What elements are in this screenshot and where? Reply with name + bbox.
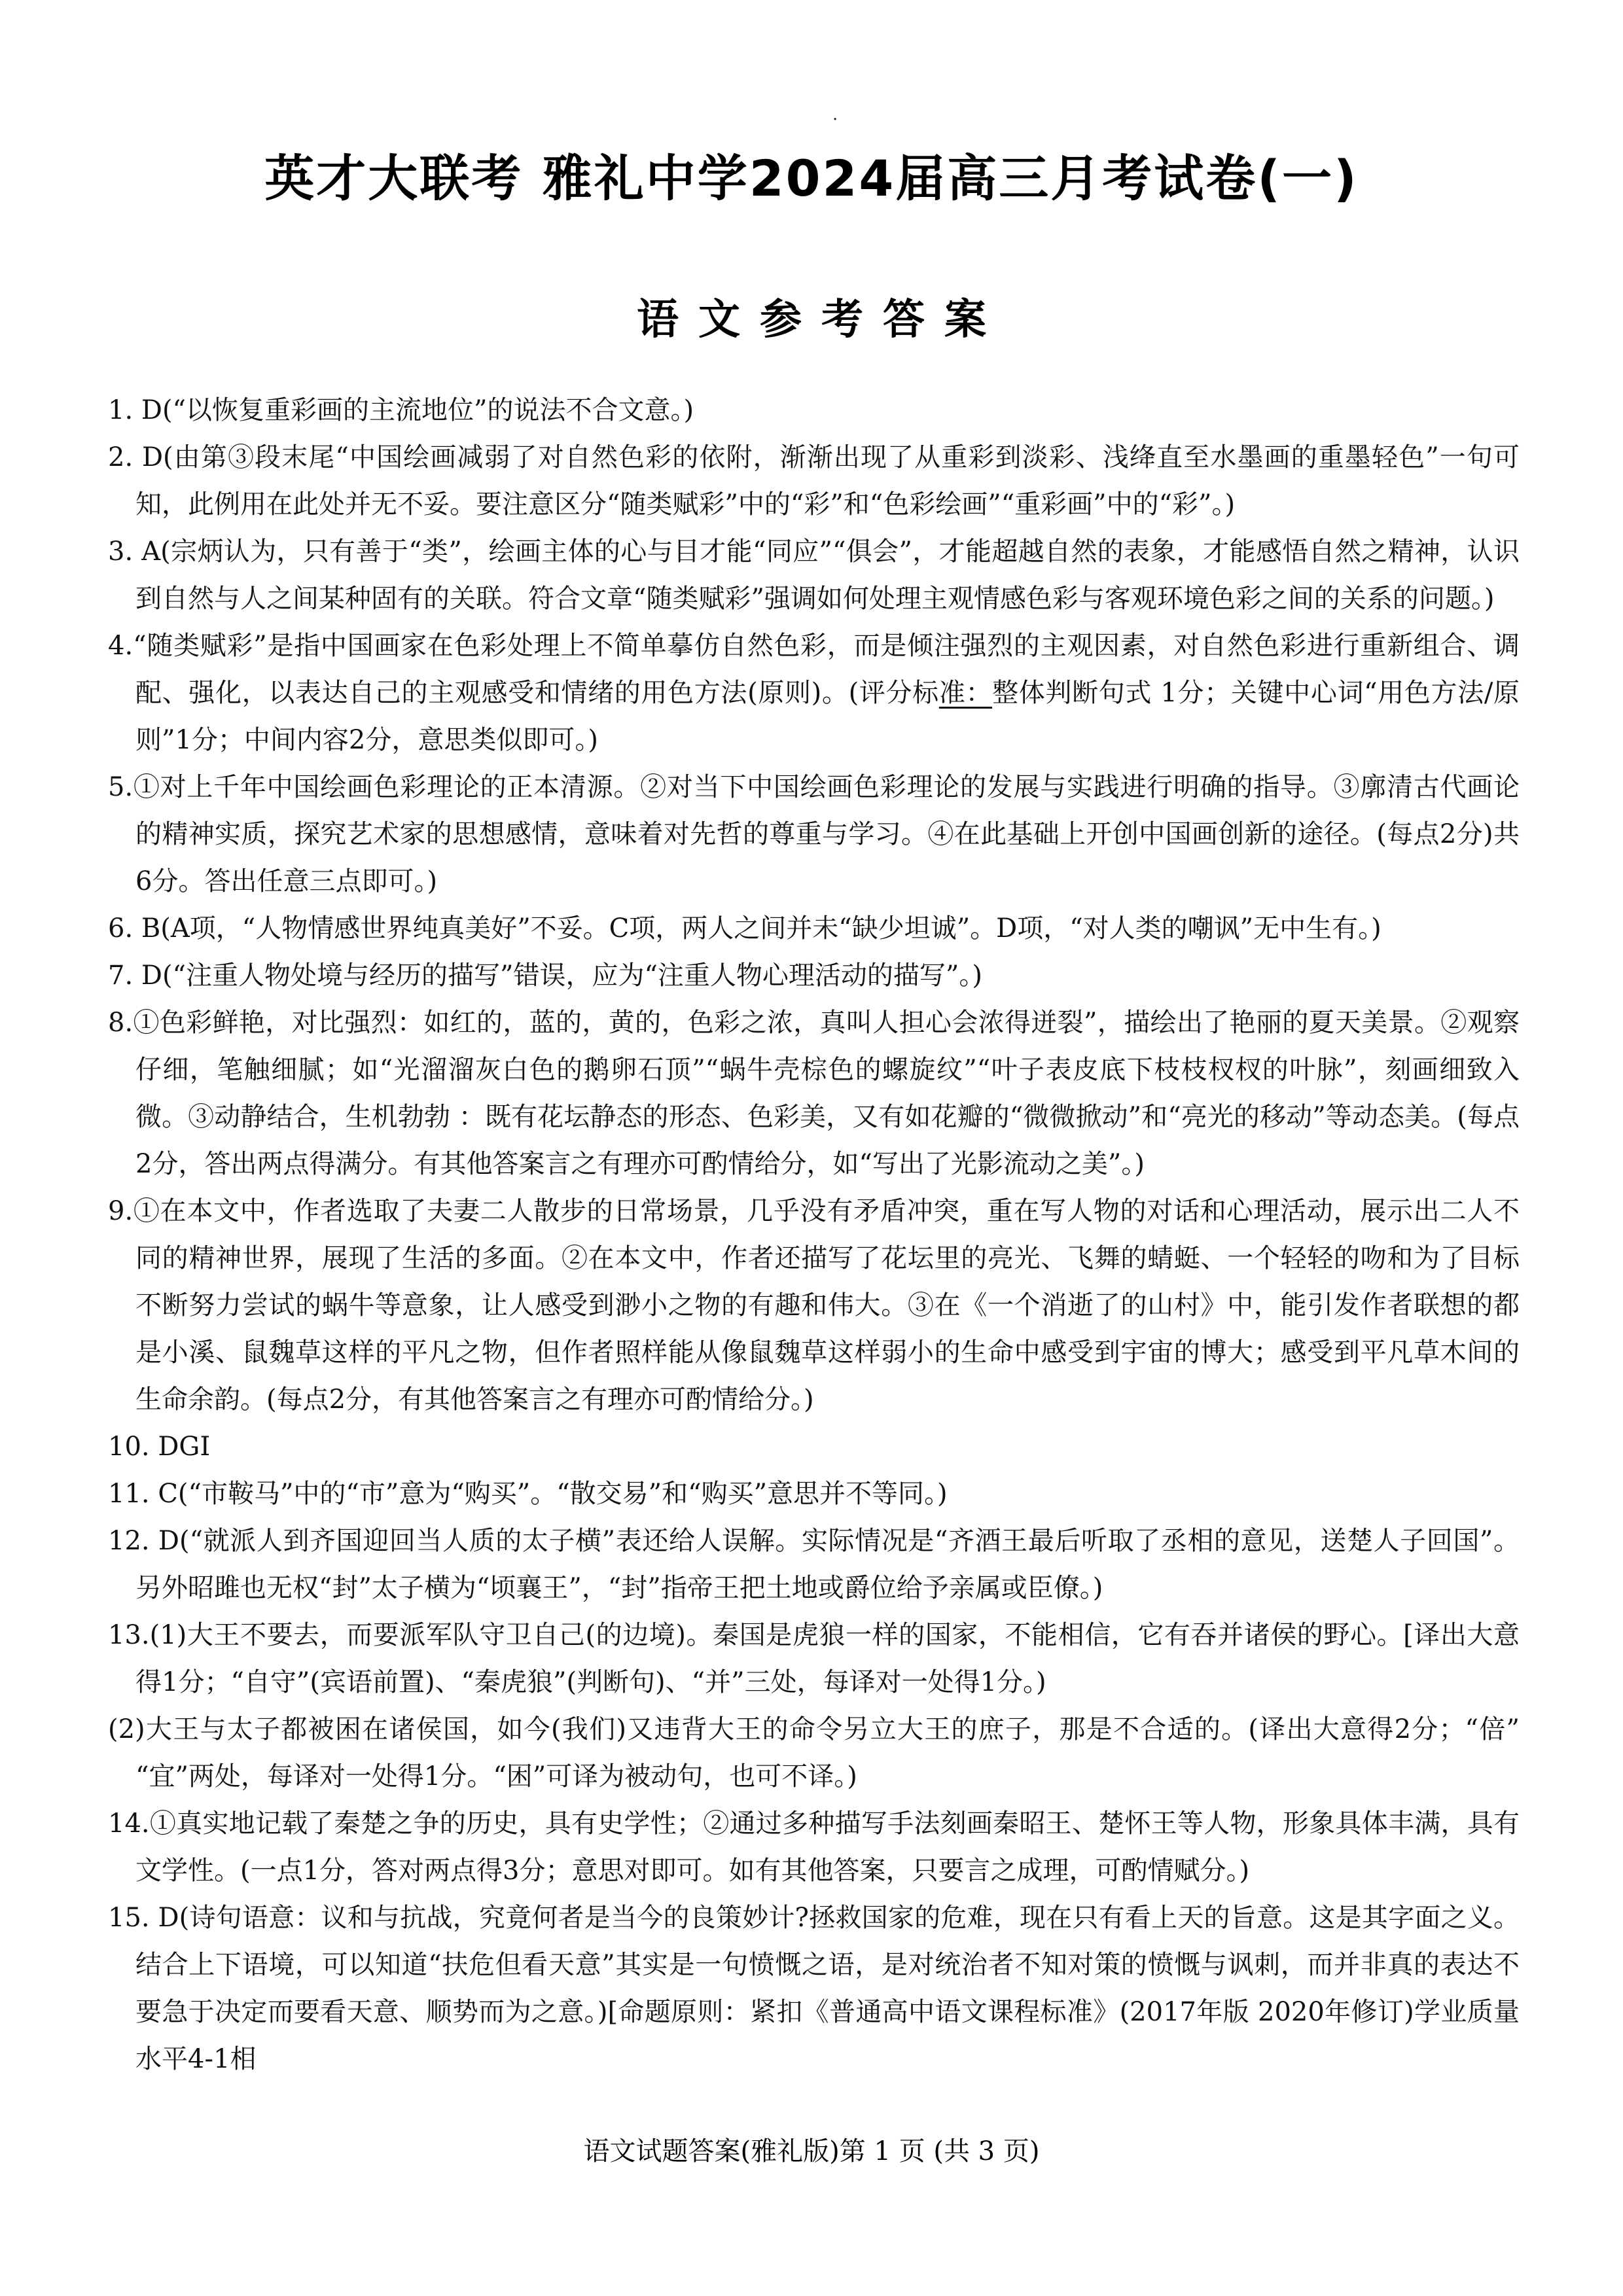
answer-text: 4.“随类赋彩”是指中国画家在色彩处理上不简单摹仿自然色彩，而是倾注强烈的主观因素，对自然色彩进行重新组合、调配、强化，以表达自己的主观感受和情绪的用色方法(原则)。(评分标 <box>108 631 1520 708</box>
answer-item <box>108 952 1520 999</box>
answer-text: 12. D(“就派人到齐国迎回当人质的太子横”表还给人误解。实际情况是“齐酒王最后听取了丞相的意见，送楚人子回国”。另外昭雎也无权“封”太子横为“顷襄王”，“封”指帝王把土地或爵位给予亲属或臣僚。) <box>108 1526 1520 1603</box>
answer-text: 8.①色彩鲜艳，对比强烈：如红的，蓝的，黄的，色彩之浓，真叫人担心会浓得迸裂”，描绘出了艳丽的夏天美景。②观察仔细，笔触细腻；如“光溜溜灰白色的鹅卵石顶”“蜗牛壳棕色的螺旋纹”“叶子表皮底下枝枝杈杈的叶脉”，刻画细致入微。③动静结合，生机勃勃 ：既有花坛静态的形态、色彩美，又有如花瓣的“微微掀动”和“亮光的移动”等动态美。(每点2分，答出两点得满分。有其他答案言之有理亦可酌情给分，如“写出了光影流动之美”。) <box>108 1008 1520 1179</box>
answer-text: (2)大王与太子都被困在诸侯国，如今(我们)又违背大王的命令另立大王的庶子，那是不合适的。(译出大意得2分；“倍”“宜”两处，每译对一处得1分。“困”可译为被动句，也可不译。) <box>108 1714 1520 1792</box>
answer-text: 1. D(“以恢复重彩画的主流地位”的说法不合文意。) <box>108 395 694 425</box>
answer-text: 11. C(“市鞍马”中的“市”意为“购买”。“散交易”和“购买”意思并不等同。) <box>108 1479 948 1509</box>
answer-item <box>108 528 1520 622</box>
answer-text: 10. DGI <box>108 1432 211 1462</box>
answer-text: 9.①在本文中，作者选取了夫妻二人散步的日常场景，几乎没有矛盾冲突，重在写人物的对话和心理活动，展示出二人不同的精神世界，展现了生活的多面。②在本文中，作者还描写了花坛里的亮光、飞舞的蜻蜓、一个轻轻的吻和为了目标不断努力尝试的蜗牛等意象，让人感受到渺小之物的有趣和伟大。③在《一个消逝了的山村》中，能引发作者联想的都是小溪、鼠魏草这样的平凡之物，但作者照样能从像鼠魏草这样弱小的生命中感受到宇宙的博大；感受到平凡草木间的生命余韵。(每点2分，有其他答案言之有理亦可酌情给分。) <box>108 1196 1520 1415</box>
answer-text: 6. B(A项，“人物情感世界纯真美好”不妥。C项，两人之间并未“缺少坦诚”。D项，“对人类的嘲讽”无中生有。) <box>108 913 1382 944</box>
answer-text: 14.①真实地记载了秦楚之争的历史，具有史学性；②通过多种描写手法刻画秦昭王、楚怀王等人物，形象具体丰满，具有文学性。(一点1分，答对两点得3分；意思对即可。如有其他答案，只要言之成理，可酌情赋分。) <box>108 1809 1520 1886</box>
answer-item <box>108 434 1520 528</box>
answer-item <box>108 1470 1520 1517</box>
page-title: 英才大联考 雅礼中学2024届高三月考试卷(一) <box>264 149 1359 207</box>
answer-item <box>108 1517 1520 1612</box>
answer-text: 13.(1)大王不要去，而要派军队守卫自己(的边境)。秦国是虎狼一样的国家，不能相信，它有吞并诸侯的野心。[译出大意得1分；“自守”(宾语前置)、“秦虎狼”(判断句)、“并”三处，每译对一处得1分。) <box>108 1620 1520 1697</box>
answer-item <box>108 905 1520 952</box>
answer-item <box>108 764 1520 905</box>
answer-text: 3. A(宗炳认为，只有善于“类”，绘画主体的心与目才能“同应”“俱会”，才能超越自然的表象，才能感悟自然之精神，认识到自然与人之间某种固有的关联。符合文章“随类赋彩”强调如何处理主观情感色彩与客观环境色彩之间的关系的问题。) <box>108 537 1520 614</box>
answer-text: 整体判断句式 1分；关键中心词“用色方法/原则”1分；中间内容2分，意思类似即可。) <box>135 678 1520 755</box>
answers-list <box>0 387 1623 2083</box>
answer-item <box>108 1188 1520 1423</box>
answer-item <box>108 1800 1520 1894</box>
answer-item <box>108 1612 1520 1706</box>
answer-item <box>108 622 1520 764</box>
answer-item <box>108 1894 1520 2083</box>
answer-item <box>108 999 1520 1188</box>
answer-text: 15. D(诗句语意：议和与抗战，究竟何者是当今的良策妙计?拯救国家的危难，现在只有看上天的旨意。这是其字面之义。结合上下语境，可以知道“扶危但看天意”其实是一句愤慨之语，是对统治者不知对策的愤慨与讽刺，而并非真的表达不要急于决定而要看天意、顺势而为之意。)[命题原则：紧扣《普通高中语文课程标准》(2017年版 2020年修订)学业质量水平4-1相 <box>108 1903 1520 2074</box>
page-footer: 语文试题答案(雅礼版)第 1 页 (共 3 页) <box>583 2136 1040 2166</box>
answer-item <box>108 387 1520 434</box>
answer-item <box>108 1706 1520 1800</box>
answer-text: 5.①对上千年中国绘画色彩理论的正本清源。②对当下中国绘画色彩理论的发展与实践进行明确的指导。③廓清古代画论的精神实质，探究艺术家的思想感情，意味着对先哲的尊重与学习。④在此基础上开创中国画创新的途径。(每点2分)共6分。答出任意三点即可。) <box>108 772 1520 896</box>
page-subtitle: 语文参考答案 <box>637 296 1006 344</box>
answer-item <box>108 1423 1520 1470</box>
answer-text: 准： <box>938 678 993 708</box>
answer-text: 2. D(由第③段末尾“中国绘画减弱了对自然色彩的依附，渐渐出现了从重彩到淡彩、浅绛直至水墨画的重墨轻色”一句可知，此例用在此处并无不妥。要注意区分“随类赋彩”中的“彩”和“色彩绘画”“重彩画”中的“彩”。) <box>108 442 1520 520</box>
answer-text: 7. D(“注重人物处境与经历的描写”错误，应为“注重人物心理活动的描写”。) <box>108 961 982 991</box>
page-top-mark: · <box>832 110 838 130</box>
